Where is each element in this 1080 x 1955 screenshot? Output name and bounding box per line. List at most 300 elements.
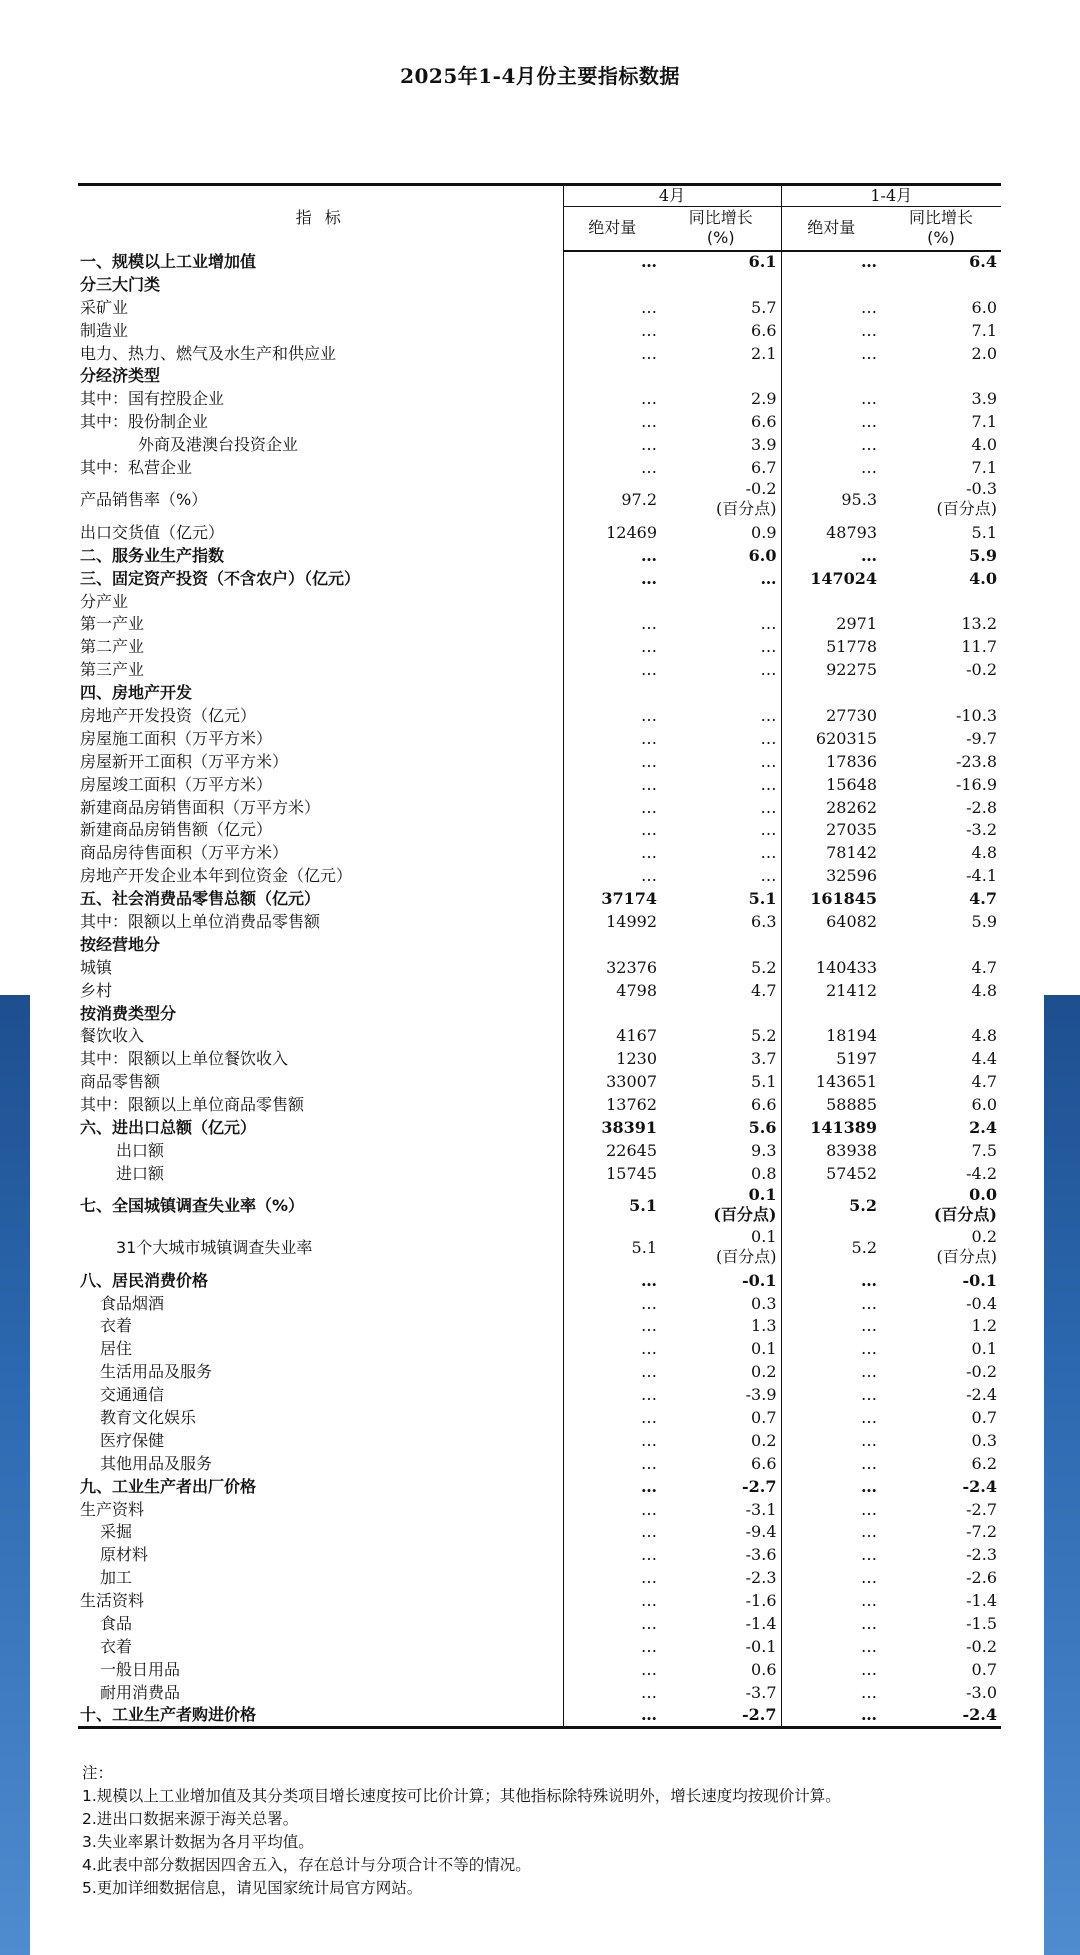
ytd-yoy-cell: -2.6 (966, 1568, 997, 1588)
table-row (78, 1590, 1001, 1613)
april-abs-cell (563, 590, 661, 613)
april-yoy-cell: 6.7 (661, 457, 781, 480)
row-label: 分经济类型 (78, 365, 563, 388)
ytd-abs-cell: … (861, 1522, 877, 1542)
april-yoy-cell: -3.1 (661, 1498, 781, 1521)
ytd-abs-cell: … (861, 320, 877, 340)
april-yoy-cell: 5.6 (661, 1117, 781, 1140)
row-label: 其中：国有控股企业 (78, 388, 563, 411)
table-row (78, 1681, 1001, 1704)
april-yoy-cell: 6.6 (661, 1094, 781, 1117)
row-label: 其中：限额以上单位消费品零售额 (78, 911, 563, 934)
ytd-yoy-cell: 7.5 (971, 1140, 997, 1160)
april-yoy-cell: 6.6 (661, 411, 781, 434)
ytd-yoy-cell: -2.3 (966, 1545, 997, 1565)
april-abs-cell: … (641, 660, 657, 680)
april-yoy-cell: 0.1 (661, 1338, 781, 1361)
row-label: 房地产开发投资（亿元） (78, 705, 563, 728)
ytd-yoy-cell: 0.3 (971, 1430, 997, 1450)
page-title: 2025年1-4月份主要指标数据 (400, 64, 680, 88)
ytd-abs-cell: … (861, 435, 877, 455)
table-row (78, 1635, 1001, 1658)
row-label: 交通通信 (78, 1384, 563, 1407)
april-yoy-cell: 9.3 (661, 1139, 781, 1162)
april-abs-cell: … (641, 820, 657, 840)
row-label: 电力、热力、燃气及水生产和供应业 (78, 342, 563, 365)
april-abs-cell: 33007 (606, 1072, 657, 1092)
ytd-abs-cell: 78142 (826, 843, 877, 863)
april-abs-cell: … (641, 614, 657, 634)
april-abs-cell: … (641, 1430, 657, 1450)
row-label: 商品房待售面积（万平方米） (78, 842, 563, 865)
row-label: 生产资料 (78, 1498, 563, 1521)
ytd-yoy-cell: 5.9 (971, 911, 997, 931)
row-label: 加工 (78, 1567, 563, 1590)
april-yoy-cell: … (661, 636, 781, 659)
april-yoy-cell: … (661, 750, 781, 773)
row-label: 制造业 (78, 319, 563, 342)
table-row (78, 773, 1001, 796)
ytd-abs-cell: … (861, 1659, 877, 1679)
table-row (78, 296, 1001, 319)
ytd-yoy-cell: 4.7 (969, 889, 997, 909)
ytd-abs-header: 绝对量 (781, 207, 881, 251)
ytd-abs-cell (781, 682, 881, 705)
april-abs-cell: 12469 (606, 522, 657, 542)
april-abs-cell: 15745 (606, 1163, 657, 1183)
footnote-line: 4.此表中部分数据因四舍五入，存在总计与分项合计不等的情况。 (82, 1856, 531, 1874)
ytd-yoy-cell: -16.9 (955, 774, 997, 794)
april-abs-cell: … (641, 1545, 657, 1565)
ytd-abs-cell: 95.3 (841, 490, 877, 510)
ytd-abs-cell: … (861, 1293, 877, 1313)
april-abs-cell: … (641, 412, 657, 432)
april-abs-cell: 4167 (616, 1026, 657, 1046)
table-row (78, 956, 1001, 979)
ytd-abs-cell: 143651 (815, 1072, 877, 1092)
row-label: 医疗保健 (78, 1429, 563, 1452)
ytd-abs-cell (781, 1002, 881, 1025)
row-label: 第二产业 (78, 636, 563, 659)
row-label: 三、固定资产投资（不含农户）（亿元） (78, 567, 563, 590)
ytd-abs-cell: … (861, 545, 877, 565)
ytd-abs-cell: 5197 (836, 1049, 877, 1069)
ytd-yoy-cell: 2.0 (971, 343, 997, 363)
april-abs-cell: … (641, 1659, 657, 1679)
ytd-abs-cell (781, 590, 881, 613)
row-label: 外商及港澳台投资企业 (78, 434, 563, 457)
ytd-yoy-cell: 6.0 (971, 1095, 997, 1115)
table-row (78, 1567, 1001, 1590)
april-yoy-cell: 0.9 (661, 521, 781, 544)
april-yoy-cell: 6.3 (661, 911, 781, 934)
april-yoy-cell: 1.3 (661, 1315, 781, 1338)
row-label: 房屋新开工面积（万平方米） (78, 750, 563, 773)
april-yoy-cell: 0.1 (百分点) (661, 1185, 781, 1227)
table-row (78, 1338, 1001, 1361)
row-label: 五、社会消费品零售总额（亿元） (78, 888, 563, 911)
ytd-abs-cell: … (861, 1270, 877, 1290)
april-yoy-cell (661, 682, 781, 705)
row-label: 第一产业 (78, 613, 563, 636)
table-row (78, 479, 1001, 521)
ytd-yoy-cell: -4.2 (966, 1163, 997, 1183)
april-abs-cell: 37174 (601, 889, 657, 909)
april-yoy-cell: … (661, 613, 781, 636)
april-abs-cell: 97.2 (621, 490, 657, 510)
ytd-abs-cell: 2971 (836, 614, 877, 634)
table-row (78, 273, 1001, 296)
table-row (78, 1025, 1001, 1048)
table-row (78, 1704, 1001, 1727)
row-label: 其中：限额以上单位商品零售额 (78, 1094, 563, 1117)
ytd-abs-cell: 51778 (826, 637, 877, 657)
april-yoy-cell: -9.4 (661, 1521, 781, 1544)
ytd-yoy-cell: -0.2 (966, 1362, 997, 1382)
table-row (78, 1452, 1001, 1475)
april-yoy-cell (661, 273, 781, 296)
ytd-abs-cell: 57452 (826, 1163, 877, 1183)
april-abs-cell: … (641, 1499, 657, 1519)
ytd-abs-cell: … (861, 1499, 877, 1519)
right-background-band (1044, 995, 1080, 1955)
footnotes (82, 1762, 841, 1900)
april-abs-cell (563, 1002, 661, 1025)
ytd-abs-cell: 17836 (826, 751, 877, 771)
row-label: 出口额 (78, 1139, 563, 1162)
april-abs-cell: 5.1 (631, 1238, 657, 1258)
ytd-yoy-cell (881, 1002, 1001, 1025)
table-row (78, 411, 1001, 434)
ytd-yoy-cell: -2.4 (962, 1476, 997, 1496)
row-label: 按消费类型分 (78, 1002, 563, 1025)
row-label: 产品销售率（%） (78, 479, 563, 521)
row-label: 房地产开发企业本年到位资金（亿元） (78, 865, 563, 888)
april-abs-cell: 22645 (606, 1140, 657, 1160)
ytd-abs-cell: 620315 (815, 728, 877, 748)
april-yoy-cell: 6.0 (661, 544, 781, 567)
ytd-abs-cell: 5.2 (851, 1238, 877, 1258)
april-yoy-cell: 0.6 (661, 1658, 781, 1681)
april-yoy-cell: 2.1 (661, 342, 781, 365)
april-abs-cell: 1230 (616, 1049, 657, 1069)
table-row (78, 1613, 1001, 1636)
table-row (78, 590, 1001, 613)
april-group-header: 4月 (563, 185, 781, 207)
ytd-yoy-cell (881, 365, 1001, 388)
table-row (78, 544, 1001, 567)
table-row (78, 1521, 1001, 1544)
table-row (78, 979, 1001, 1002)
ytd-yoy-cell: 0.1 (971, 1339, 997, 1359)
ytd-abs-cell: … (861, 343, 877, 363)
april-abs-cell: … (641, 637, 657, 657)
april-abs-cell: … (641, 1591, 657, 1611)
table-row (78, 819, 1001, 842)
ytd-abs-cell: … (861, 389, 877, 409)
row-label: 城镇 (78, 956, 563, 979)
ytd-yoy-cell: 4.8 (971, 980, 997, 1000)
table-row (78, 1185, 1001, 1227)
ytd-abs-cell: 92275 (826, 660, 877, 680)
april-yoy-cell: 2.9 (661, 388, 781, 411)
april-yoy-cell: … (661, 773, 781, 796)
ytd-abs-cell: 48793 (826, 522, 877, 542)
april-abs-cell (563, 933, 661, 956)
row-label: 其中：限额以上单位餐饮收入 (78, 1048, 563, 1071)
ytd-yoy-cell: -2.7 (966, 1499, 997, 1519)
ytd-abs-cell: 64082 (826, 911, 877, 931)
april-yoy-cell: -2.7 (661, 1475, 781, 1498)
april-abs-cell: … (641, 774, 657, 794)
ytd-abs-cell (781, 273, 881, 296)
ytd-yoy-cell: 6.2 (971, 1453, 997, 1473)
april-abs-cell: … (641, 1614, 657, 1634)
row-label: 原材料 (78, 1544, 563, 1567)
table-row (78, 342, 1001, 365)
row-label: 分产业 (78, 590, 563, 613)
ytd-yoy-cell: 4.8 (971, 1026, 997, 1046)
ytd-abs-cell: 27730 (826, 705, 877, 725)
ytd-abs-cell: … (861, 1636, 877, 1656)
ytd-abs-cell: 141389 (810, 1118, 877, 1137)
april-yoy-cell: … (661, 842, 781, 865)
april-yoy-cell: -0.1 (661, 1269, 781, 1292)
ytd-abs-cell: … (861, 1476, 877, 1496)
april-abs-cell: … (641, 751, 657, 771)
table-row (78, 682, 1001, 705)
ytd-yoy-cell: -0.4 (966, 1293, 997, 1313)
left-background-band (0, 995, 30, 1955)
row-label: 六、进出口总额（亿元） (78, 1117, 563, 1140)
table-row (78, 1407, 1001, 1430)
april-abs-cell: 38391 (601, 1118, 657, 1137)
ytd-abs-cell: 147024 (810, 568, 877, 588)
april-yoy-cell: 0.2 (661, 1361, 781, 1384)
april-yoy-cell (661, 365, 781, 388)
ytd-abs-cell: … (861, 1568, 877, 1588)
row-label: 食品 (78, 1613, 563, 1636)
ytd-abs-cell: … (861, 1453, 877, 1473)
table-row (78, 613, 1001, 636)
table-row (78, 1048, 1001, 1071)
table-row (78, 1292, 1001, 1315)
ytd-yoy-cell: 11.7 (961, 637, 997, 657)
april-abs-cell: … (641, 320, 657, 340)
ytd-abs-cell: … (861, 1591, 877, 1611)
april-abs-cell: … (641, 1316, 657, 1336)
ytd-abs-cell: … (781, 1704, 881, 1727)
ytd-abs-cell: 140433 (815, 957, 877, 977)
table-row (78, 388, 1001, 411)
april-yoy-cell: 5.2 (661, 956, 781, 979)
ytd-yoy-cell: -3.0 (966, 1682, 997, 1702)
ytd-yoy-cell: 4.7 (971, 957, 997, 977)
april-abs-cell: … (641, 1270, 657, 1290)
row-label: 房屋竣工面积（万平方米） (78, 773, 563, 796)
ytd-yoy-cell: 0.2 (百分点) (936, 1227, 997, 1267)
row-label: 一般日用品 (78, 1658, 563, 1681)
ytd-abs-cell: … (861, 1385, 877, 1405)
april-yoy-cell: -1.4 (661, 1613, 781, 1636)
ytd-abs-cell: 161845 (810, 889, 877, 909)
table-row (78, 1429, 1001, 1452)
table-row (78, 705, 1001, 728)
ytd-yoy-cell: 3.9 (971, 389, 997, 409)
ytd-abs-cell: … (861, 297, 877, 317)
april-yoy-cell: … (661, 567, 781, 590)
row-label: 房屋施工面积（万平方米） (78, 727, 563, 750)
row-label: 七、全国城镇调查失业率（%） (78, 1185, 563, 1227)
april-abs-cell: … (641, 866, 657, 886)
table-row (78, 796, 1001, 819)
april-yoy-cell: 6.6 (661, 319, 781, 342)
indicator-header: 指 标 (78, 185, 563, 251)
ytd-abs-cell: 83938 (826, 1140, 877, 1160)
row-label: 耐用消费品 (78, 1681, 563, 1704)
ytd-abs-cell: 5.2 (849, 1196, 877, 1216)
ytd-yoy-cell: 0.0 (百分点) (933, 1185, 997, 1225)
row-label: 商品零售额 (78, 1071, 563, 1094)
row-label: 衣着 (78, 1635, 563, 1658)
table-row (78, 1384, 1001, 1407)
ytd-yoy-cell: 4.7 (971, 1072, 997, 1092)
ytd-abs-cell: … (861, 457, 877, 477)
table-row (78, 842, 1001, 865)
april-yoy-cell: -2.7 (661, 1704, 781, 1727)
ytd-yoy-cell: -3.2 (966, 820, 997, 840)
april-abs-cell: … (641, 705, 657, 725)
april-abs-cell: … (641, 797, 657, 817)
april-yoy-cell: 4.7 (661, 979, 781, 1002)
ytd-abs-cell: 32596 (826, 866, 877, 886)
april-yoy-cell: 0.1 (百分点) (661, 1227, 781, 1269)
ytd-yoy-cell: -10.3 (955, 705, 997, 725)
row-label: 二、服务业生产指数 (78, 544, 563, 567)
april-abs-cell: … (641, 843, 657, 863)
table-row (78, 659, 1001, 682)
table-row (78, 251, 1001, 274)
april-abs-cell: … (641, 252, 657, 272)
ytd-yoy-cell: -0.1 (962, 1270, 997, 1290)
row-label: 生活用品及服务 (78, 1361, 563, 1384)
ytd-yoy-cell: -7.2 (966, 1522, 997, 1542)
ytd-abs-cell: … (861, 1614, 877, 1634)
april-abs-cell: 13762 (606, 1095, 657, 1115)
table-row (78, 521, 1001, 544)
ytd-yoy-cell: 2.4 (969, 1118, 997, 1137)
ytd-yoy-cell: -0.3 (百分点) (936, 479, 997, 519)
ytd-abs-cell: … (861, 1316, 877, 1336)
april-abs-cell: 32376 (606, 957, 657, 977)
april-yoy-cell: 6.1 (661, 251, 781, 274)
april-abs-cell: … (641, 343, 657, 363)
row-label: 按经营地分 (78, 933, 563, 956)
ytd-yoy-cell: 4.0 (971, 435, 997, 455)
april-abs-cell (563, 365, 661, 388)
table-row (78, 567, 1001, 590)
table-row (78, 1498, 1001, 1521)
april-abs-cell: … (641, 1522, 657, 1542)
ytd-yoy-cell: 7.1 (971, 320, 997, 340)
row-label: 新建商品房销售额（亿元） (78, 819, 563, 842)
ytd-abs-cell: 58885 (826, 1095, 877, 1115)
april-abs-cell: 4798 (616, 980, 657, 1000)
ytd-yoy-cell: 6.4 (969, 252, 997, 272)
ytd-abs-cell: … (861, 1682, 877, 1702)
row-label: 九、工业生产者出厂价格 (78, 1475, 563, 1498)
april-yoy-cell: -0.1 (661, 1635, 781, 1658)
april-yoy-cell: 5.1 (661, 1071, 781, 1094)
row-label: 出口交货值（亿元） (78, 521, 563, 544)
ytd-abs-cell: 18194 (826, 1026, 877, 1046)
ytd-yoy-header: 同比增长 (%) (881, 207, 1001, 251)
row-label: 衣着 (78, 1315, 563, 1338)
april-abs-cell: … (641, 1408, 657, 1428)
table-row (78, 888, 1001, 911)
ytd-yoy-cell: -2.4 (881, 1704, 1001, 1727)
april-abs-cell: … (641, 1339, 657, 1359)
april-abs-cell: … (641, 389, 657, 409)
april-yoy-cell: … (661, 659, 781, 682)
april-abs-cell: … (641, 1682, 657, 1702)
april-yoy-cell: 0.3 (661, 1292, 781, 1315)
april-yoy-cell: 3.9 (661, 434, 781, 457)
april-abs-cell: … (563, 1704, 661, 1727)
april-yoy-cell: -2.3 (661, 1567, 781, 1590)
ytd-yoy-cell (881, 273, 1001, 296)
ytd-yoy-cell (881, 590, 1001, 613)
row-label: 教育文化娱乐 (78, 1407, 563, 1430)
table-row (78, 457, 1001, 480)
table-row (78, 727, 1001, 750)
row-label: 第三产业 (78, 659, 563, 682)
table-row (78, 1117, 1001, 1140)
ytd-yoy-cell: -0.2 (966, 1636, 997, 1656)
ytd-abs-cell: 27035 (826, 820, 877, 840)
row-label: 其他用品及服务 (78, 1452, 563, 1475)
april-yoy-cell: 0.2 (661, 1429, 781, 1452)
april-yoy-cell: … (661, 865, 781, 888)
ytd-abs-cell: … (861, 1339, 877, 1359)
ytd-yoy-cell: 6.0 (971, 297, 997, 317)
table-row (78, 636, 1001, 659)
row-label: 进口额 (78, 1162, 563, 1185)
april-yoy-cell: … (661, 727, 781, 750)
table-row (78, 750, 1001, 773)
april-abs-cell: … (641, 457, 657, 477)
april-abs-cell: … (641, 1636, 657, 1656)
ytd-yoy-cell: 7.1 (971, 412, 997, 432)
row-label: 新建商品房销售面积（万平方米） (78, 796, 563, 819)
ytd-yoy-cell: 7.1 (971, 457, 997, 477)
row-label: 采矿业 (78, 296, 563, 319)
april-yoy-cell (661, 933, 781, 956)
table-row (78, 1002, 1001, 1025)
april-yoy-cell: -1.6 (661, 1590, 781, 1613)
row-label: 其中：股份制企业 (78, 411, 563, 434)
ytd-yoy-cell: -9.7 (966, 728, 997, 748)
ytd-group-header: 1-4月 (781, 185, 1001, 207)
april-yoy-cell: … (661, 819, 781, 842)
april-abs-cell: 5.1 (629, 1196, 657, 1216)
ytd-abs-cell (781, 365, 881, 388)
table-row (78, 1315, 1001, 1338)
ytd-abs-cell: 15648 (826, 774, 877, 794)
april-yoy-cell: -3.9 (661, 1384, 781, 1407)
table-row (78, 1544, 1001, 1567)
april-abs-cell: … (641, 1568, 657, 1588)
